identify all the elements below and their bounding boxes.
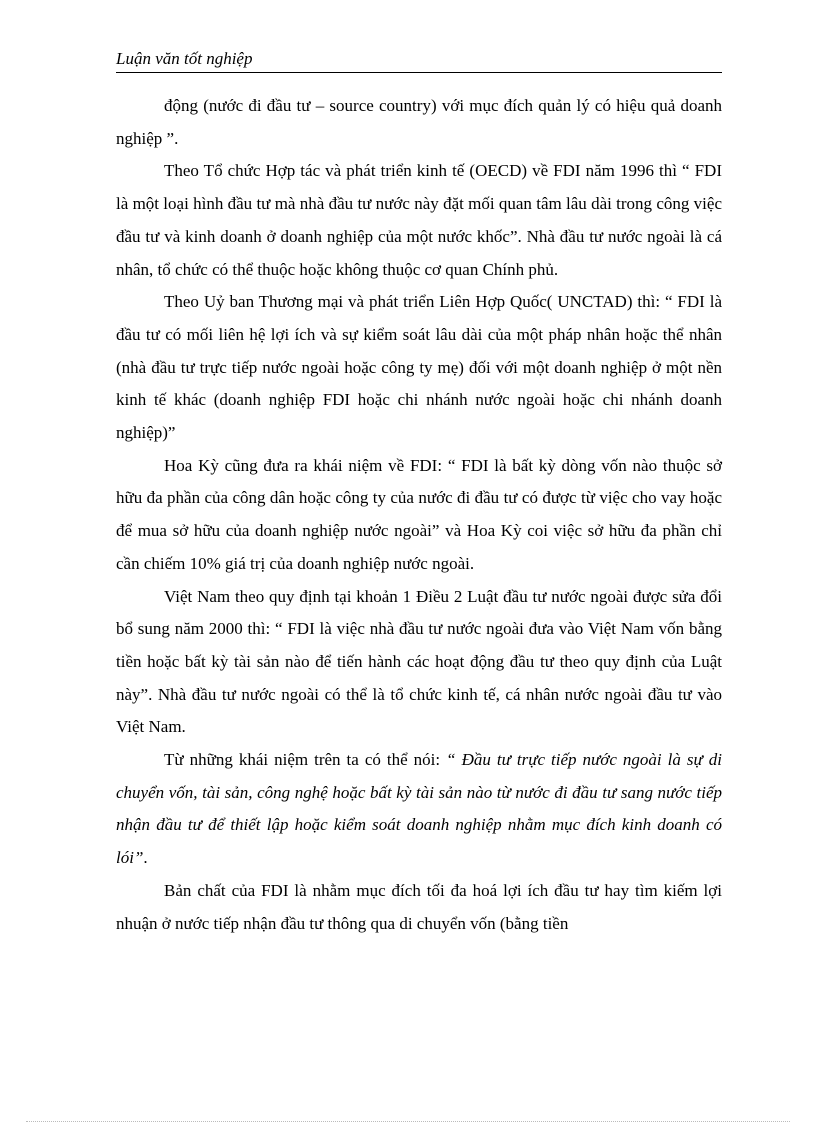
page-header — [116, 48, 722, 73]
paragraph-6-lead: Từ những khái niệm trên ta có thể nói: — [164, 750, 447, 770]
paragraph-5: Việt Nam theo quy định tại khoản 1 Điều 2 Luật đầu tư nước ngoài được sửa đổi bổ sung năm 2000 thì: “ FDI là việc nhà đầu tư nước ngoài đưa vào Việt Nam vốn bằng tiền hoặc bất kỳ tài sản nào để tiến hành các hoạt động đầu tư theo quy định của Luật này”. Nhà đầu tư nước ngoài có thể là tổ chức kinh tế, cá nhân nước ngoài đầu tư vào Việt Nam. — [116, 586, 722, 737]
header-title: Luận văn tốt nghiệp — [116, 49, 253, 68]
paragraph-6-tail: . — [143, 848, 148, 868]
paragraph-3: Theo Uỷ ban Thương mại và phát triển Liên Hợp Quốc( UNCTAD) thì: “ FDI là đầu tư có mối liên hệ lợi ích và sự kiểm soát lâu dài của một pháp nhân hoặc thể nhân (nhà đầu tư trực tiếp nước ngoài hoặc công ty mẹ) đối với một doanh nghiệp ở một nền kinh tế khác (doanh nghiệp FDI hoặc chi nhánh nước ngoài hoặc chi nhánh doanh nghiệp)” — [116, 292, 722, 443]
paragraph-1: động (nước đi đầu tư – source country) với mục đích quản lý có hiệu quả doanh nghiệp ”. — [116, 96, 722, 148]
document-body — [116, 90, 722, 940]
paragraph-2: Theo Tổ chức Hợp tác và phát triển kinh tế (OECD) về FDI năm 1996 thì “ FDI là một loại hình đầu tư mà nhà đầu tư nước này đặt mối quan tâm lâu dài trong công việc đầu tư và kinh doanh ở doanh nghiệp của một nước khốc”. Nhà đầu tư nước ngoài là cá nhân, tổ chức có thể thuộc hoặc không thuộc cơ quan Chính phủ. — [116, 161, 722, 279]
page-bottom-border — [26, 1121, 790, 1122]
paragraph-6-quote: “ Đầu tư trực tiếp nước ngoài là sự di chuyển vốn, tài sản, công nghệ hoặc bất kỳ tài sản nào từ nước đi đầu tư sang nước tiếp nhận đầu tư để thiết lập hoặc kiểm soát doanh nghiệp nhằm mục đích kinh doanh có lói” — [116, 750, 723, 868]
paragraph-6 — [116, 744, 722, 875]
paragraph-4: Hoa Kỳ cũng đưa ra khái niệm về FDI: “ FDI là bất kỳ dòng vốn nào thuộc sở hữu đa phần của công dân hoặc công ty của nước đi đầu tư có được từ việc cho vay hoặc để mua sở hữu của doanh nghiệp nước ngoài” và Hoa Kỳ coi việc sở hữu đa phần chỉ cần chiếm 10% giá trị của doanh nghiệp nước ngoài. — [116, 455, 722, 573]
paragraph-7: Bản chất của FDI là nhằm mục đích tối đa hoá lợi ích đầu tư hay tìm kiếm lợi nhuận ở nước tiếp nhận đầu tư thông qua di chuyển vốn (bằng tiền — [116, 880, 722, 933]
